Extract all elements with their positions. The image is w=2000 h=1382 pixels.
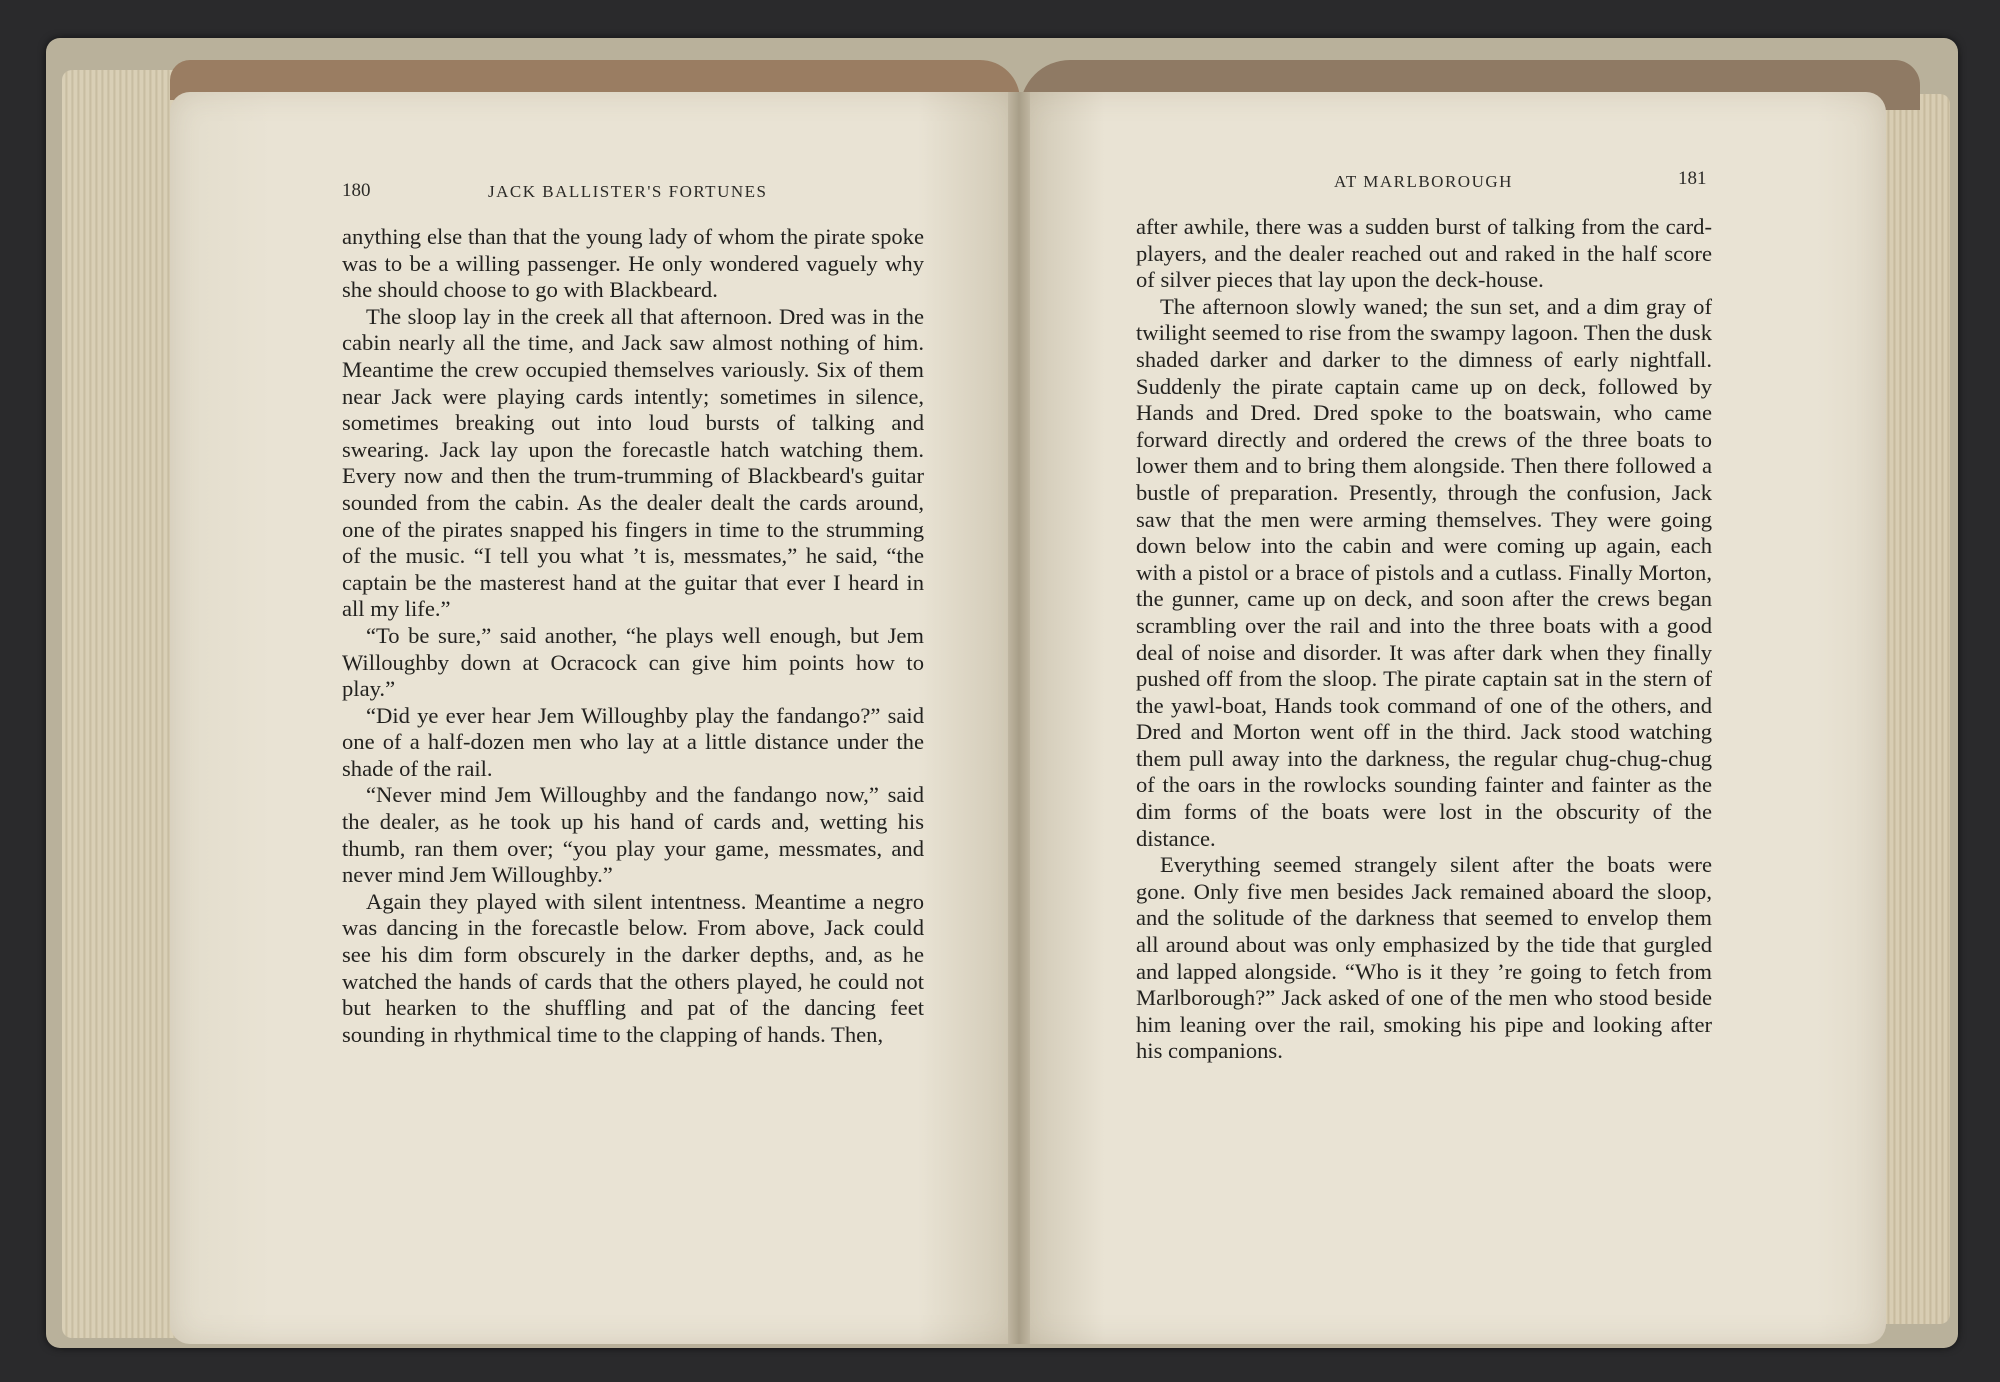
right-page-number: 181 bbox=[1678, 168, 1707, 189]
paragraph: after awhile, there was a sudden burst of talking from the card-players, and the dealer reached out and raked in the half score of silver pieces that lay upon the deck-house. bbox=[1136, 214, 1712, 293]
paragraph: “Did ye ever hear Jem Willoughby play the fandango?” said one of a half-dozen men who lay at a little distance under the shade of the rail. bbox=[342, 702, 924, 781]
paragraph: “Never mind Jem Willoughby and the fandango now,” said the dealer, as he took up his hand of cards and, wetting his thumb, ran them over; “you play your game, messmates, and never mind Jem Willoughby.” bbox=[342, 782, 924, 888]
paragraph: anything else than that the young lady of whom the pirate spoke was to be a willing passenger. He only wondered vaguely why she should choose to go with Blackbeard. bbox=[342, 224, 924, 303]
left-running-head: JACK BALLISTER'S FORTUNES bbox=[488, 182, 768, 201]
paragraph: Again they played with silent intentness. Meantime a negro was dancing in the forecastle below. From above, Jack could see his dim form obscurely in the darker depths, and, as he watched the hands of cards that the others played, he could not but hearken to the shuffling and pat of the dancing feet sounding in rhythmical time to the clapping of hands. Then, bbox=[342, 888, 924, 1047]
left-page-number: 180 bbox=[342, 180, 371, 201]
paragraph: Everything seemed strangely silent after the boats were gone. Only five men besides Jack remained aboard the sloop, and the solitude of the darkness that seemed to envelop them all around about was only emphasized by the tide that gurgled and lapped alongside. “Who is it they ’re going to fetch from Marlborough?” Jack asked of one of the men who stood beside him leaning over the rail, smoking his pipe and looking after his companions. bbox=[1136, 852, 1712, 1064]
book-gutter bbox=[1008, 92, 1030, 1344]
left-page-text bbox=[342, 224, 924, 1048]
paragraph: “To be sure,” said another, “he plays well enough, but Jem Willoughby down at Ocracock can give him points how to play.” bbox=[342, 622, 924, 702]
right-page-text bbox=[1136, 214, 1712, 1065]
paragraph: The afternoon slowly waned; the sun set, and a dim gray of twilight seemed to rise from the swampy lagoon. Then the dusk shaded darker and darker to the dimness of early nightfall. Suddenly the pirate captain came up on deck, followed by Hands and Dred. Dred spoke to the boatswain, who came forward directly and ordered the crews of the three boats to lower them and to bring them alongside. Then there followed a bustle of preparation. Presently, through the confusion, Jack saw that the men were arming themselves. They were going down below into the cabin and were coming up again, each with a pistol or a brace of pistols and a cutlass. Finally Morton, the gunner, came up on deck, and soon after the crews began scrambling over the rail and into the three boats with a good deal of noise and disorder. It was after dark when they finally pushed off from the sloop. The pirate captain sat in the stern of the yawl-boat, Hands took command of one of the others, and Dred and Morton went off in the third. Jack stood watching them pull away into the darkness, the regular chug-chug-chug of the oars in the rowlocks sounding fainter and fainter as the dim forms of the boats were lost in the obscurity of the distance. bbox=[1136, 293, 1712, 851]
right-running-head: AT MARLBOROUGH bbox=[1334, 172, 1513, 191]
paragraph: The sloop lay in the creek all that afternoon. Dred was in the cabin nearly all the time, and Jack saw almost nothing of him. Meantime the crew occupied themselves variously. Six of them near Jack were playing cards intently; sometimes in silence, sometimes breaking out into loud bursts of talking and swearing. Jack lay upon the forecastle hatch watching them. Every now and then the trum-trumming of Blackbeard's guitar sounded from the cabin. As the dealer dealt the cards around, one of the pirates snapped his fingers in time to the strumming of the music. “I tell you what ’t is, messmates,” he said, “the captain be the masterest hand at the guitar that ever I heard in all my life.” bbox=[342, 303, 924, 622]
